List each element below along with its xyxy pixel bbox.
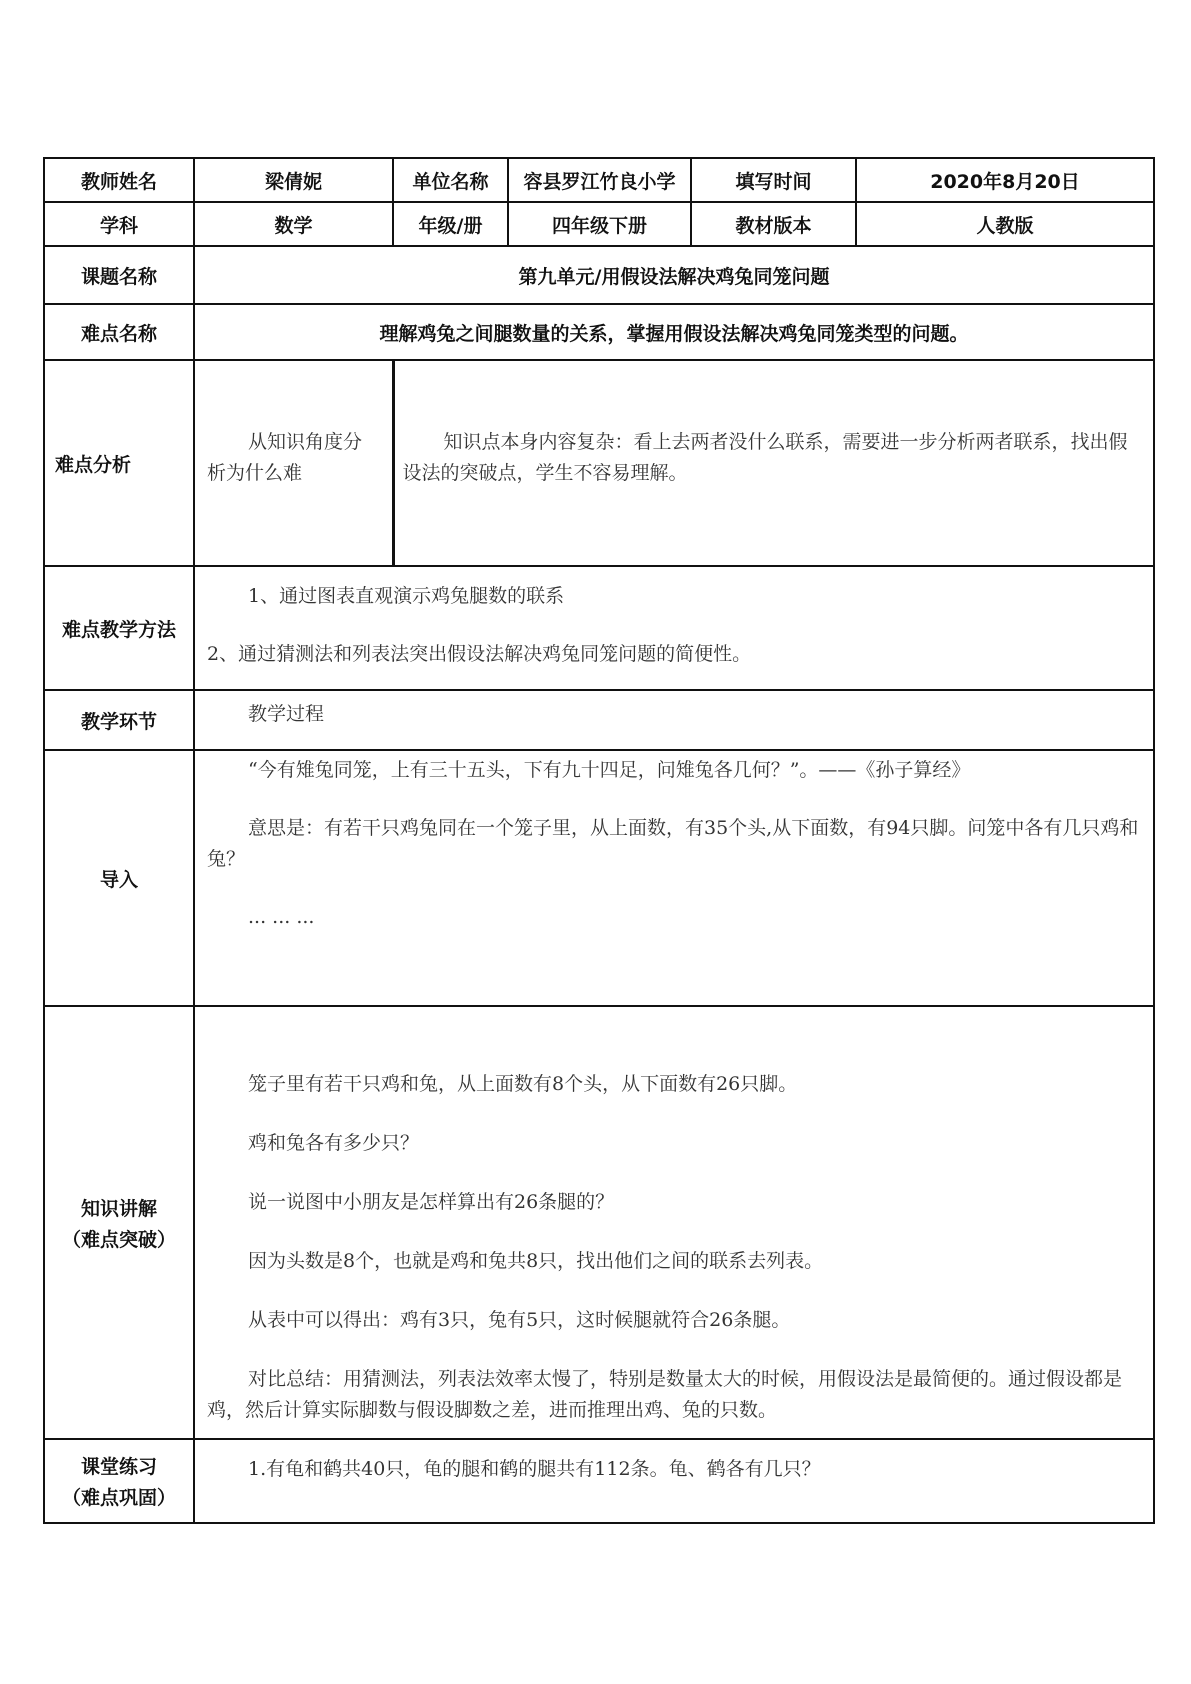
analysis-sub-label: 从知识角度分析为什么难: [207, 431, 363, 484]
topic-value: 第九单元/用假设法解决鸡兔同笼问题: [194, 246, 1154, 304]
teacher-name-label: 教师姓名: [44, 158, 194, 202]
intro-cell: [194, 750, 1154, 1006]
grade-label: 年级/册: [393, 202, 508, 246]
knowledge-cell: [194, 1006, 1154, 1439]
practice-q1: 1.有龟和鹤共40只，龟的腿和鹤的腿共有112条。龟、鹤各有几只？: [248, 1458, 821, 1480]
subject-label: 学科: [44, 202, 194, 246]
knowledge-p6: 对比总结：用猜测法，列表法效率太慢了，特别是数量太大的时候，用假设法是最简便的。通过假设都是鸡，然后计算实际脚数与假设脚数之差，进而推理出鸡、兔的只数。: [207, 1368, 1123, 1421]
process-value: 教学过程: [248, 703, 325, 725]
topic-row: [44, 246, 1154, 304]
intro-label: 导入: [44, 750, 194, 1006]
knowledge-row: [44, 1006, 1154, 1439]
knowledge-label-line-2: （难点突破）: [61, 1228, 176, 1251]
intro-line-3: ... ... ...: [248, 906, 315, 928]
fill-date-label: 填写时间: [691, 158, 856, 202]
header-row-1: [44, 158, 1154, 202]
analysis-row: [44, 360, 1154, 566]
subject-value: 数学: [194, 202, 393, 246]
analysis-text: 知识点本身内容复杂：看上去两者没什么联系，需要进一步分析两者联系，找出假设法的突破点，学生不容易理解。: [402, 431, 1128, 484]
topic-label: 课题名称: [44, 246, 194, 304]
knowledge-p2: 鸡和兔各有多少只？: [248, 1132, 420, 1154]
unit-name-label: 单位名称: [393, 158, 508, 202]
knowledge-p1: 笼子里有若干只鸡和兔，从上面数有8个头，从下面数有26只脚。: [248, 1073, 798, 1095]
unit-name-value: 容县罗江竹良小学: [508, 158, 691, 202]
grade-value: 四年级下册: [508, 202, 691, 246]
fill-date-value: 2020年8月20日: [856, 158, 1154, 202]
practice-label-line-2: （难点巩固）: [61, 1487, 176, 1509]
difficulty-row: [44, 304, 1154, 360]
analysis-sub-label-cell: [194, 360, 393, 566]
knowledge-p3: 说一说图中小朋友是怎样算出有26条腿的？: [248, 1191, 615, 1213]
knowledge-label-cell: [44, 1006, 194, 1439]
method-cell: [194, 566, 1154, 690]
header-row-2: [44, 202, 1154, 246]
analysis-text-cell: [393, 360, 1154, 566]
practice-label-line-1: 课堂练习: [80, 1456, 157, 1478]
process-cell: [194, 690, 1154, 750]
edition-value: 人教版: [856, 202, 1154, 246]
process-row: [44, 690, 1154, 750]
intro-row: [44, 750, 1154, 1006]
method-item-2: 2、通过猜测法和列表法突出假设法解决鸡兔同笼问题的简便性。: [207, 643, 752, 665]
intro-line-1: “今有雉兔同笼，上有三十五头，下有九十四足，问雉兔各几何？”。——《孙子算经》: [248, 759, 971, 781]
practice-cell: [194, 1439, 1154, 1523]
knowledge-p5: 从表中可以得出：鸡有3只，兔有5只，这时候腿就符合26条腿。: [248, 1309, 791, 1331]
edition-label: 教材版本: [691, 202, 856, 246]
analysis-label: 难点分析: [44, 360, 194, 566]
process-label: 教学环节: [44, 690, 194, 750]
difficulty-value: 理解鸡兔之间腿数量的关系，掌握用假设法解决鸡兔同笼类型的问题。: [194, 304, 1154, 360]
teacher-name-value: 梁倩妮: [194, 158, 393, 202]
intro-line-2: 意思是：有若干只鸡兔同在一个笼子里，从上面数，有35个头,从下面数，有94只脚。问笼中各有几只鸡和兔？: [207, 817, 1139, 870]
lesson-plan-table: [43, 157, 1155, 1524]
practice-row: [44, 1439, 1154, 1523]
method-row: [44, 566, 1154, 690]
knowledge-p4: 因为头数是8个，也就是鸡和兔共8只，找出他们之间的联系去列表。: [248, 1250, 824, 1272]
knowledge-label-line-1: 知识讲解: [80, 1197, 157, 1220]
practice-label-cell: [44, 1439, 194, 1523]
method-item-1: 1、通过图表直观演示鸡兔腿数的联系: [248, 585, 565, 607]
method-label: 难点教学方法: [44, 566, 194, 690]
difficulty-label: 难点名称: [44, 304, 194, 360]
